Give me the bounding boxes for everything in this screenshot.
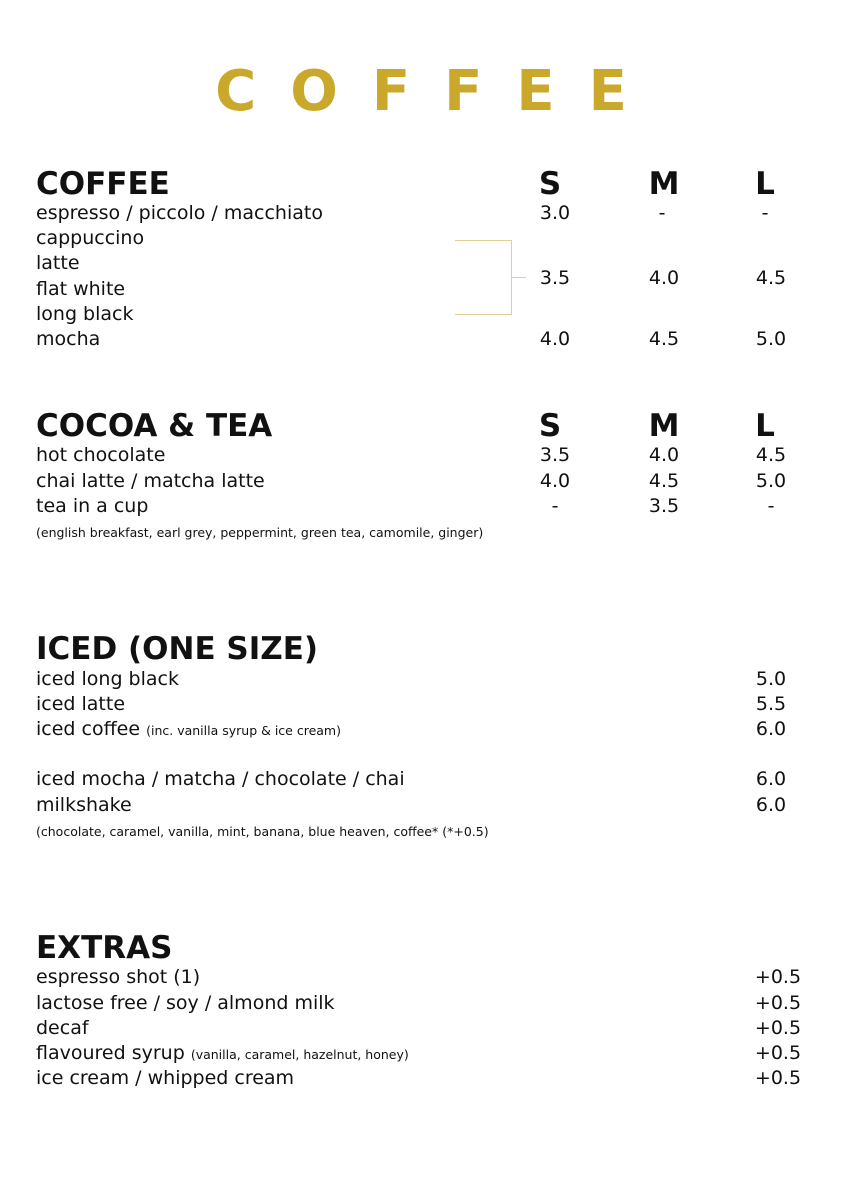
size-header-l: L (755, 166, 775, 202)
menu-item-name: mocha (36, 328, 101, 350)
price-m: 4.5 (648, 328, 680, 350)
menu-item-name: flat white (36, 278, 126, 300)
price-l: - (761, 202, 769, 224)
menu-item-name: flavoured syrup (36, 1042, 185, 1064)
menu-item-note: (inc. vanilla syrup & ice cream) (146, 723, 341, 738)
menu-item-name: iced coffee (36, 718, 141, 740)
menu-item-name: latte (36, 252, 80, 274)
size-header-s: S (538, 408, 562, 444)
tea-varieties-note: (english breakfast, earl grey, peppermint, green tea, camomile, ginger) (36, 525, 484, 540)
price-m: 4.0 (648, 444, 680, 466)
menu-item-name: espresso shot (1) (36, 966, 201, 988)
price-m: - (658, 202, 666, 224)
menu-item-name: iced latte (36, 693, 126, 715)
price: +0.5 (754, 966, 802, 988)
menu-item-name: tea in a cup (36, 495, 149, 517)
menu-item-name: cappuccino (36, 227, 145, 249)
price: 6.0 (755, 768, 787, 790)
section-heading-coffee: COFFEE (36, 166, 170, 202)
price: +0.5 (754, 992, 802, 1014)
price: +0.5 (754, 1042, 802, 1064)
group-bracket-tick (512, 277, 526, 278)
menu-item-name: lactose free / soy / almond milk (36, 992, 335, 1014)
price-m: 3.5 (648, 495, 680, 517)
size-header-m: M (648, 166, 680, 202)
menu-item-name: espresso / piccolo / macchiato (36, 202, 323, 224)
menu-item-row (36, 1041, 409, 1067)
size-header-s: S (538, 166, 562, 202)
price: +0.5 (754, 1067, 802, 1089)
menu-item-name: milkshake (36, 794, 132, 816)
price: 6.0 (755, 794, 787, 816)
price-l: - (767, 495, 775, 517)
menu-item-name: iced long black (36, 668, 179, 690)
price-s: 3.0 (539, 202, 571, 224)
price-l: 5.0 (755, 470, 787, 492)
menu-item-row (36, 717, 341, 743)
group-price-l: 4.5 (755, 267, 787, 289)
section-heading-extras: EXTRAS (36, 930, 173, 966)
price-s: 4.0 (539, 470, 571, 492)
price: 5.5 (755, 693, 787, 715)
group-price-s: 3.5 (539, 267, 571, 289)
menu-item-note: (vanilla, caramel, hazelnut, honey) (190, 1047, 409, 1062)
size-header-l: L (755, 408, 775, 444)
menu-item-name: iced mocha / matcha / chocolate / chai (36, 768, 405, 790)
price: +0.5 (754, 1017, 802, 1039)
price: 6.0 (755, 718, 787, 740)
price-s: 4.0 (539, 328, 571, 350)
size-header-m: M (648, 408, 680, 444)
menu-item-name: ice cream / whipped cream (36, 1067, 295, 1089)
menu-item-name: long black (36, 303, 134, 325)
menu-item-name: hot chocolate (36, 444, 166, 466)
menu-item-name: decaf (36, 1017, 89, 1039)
milkshake-flavours-note: (chocolate, caramel, vanilla, mint, banana, blue heaven, coffee* (*+0.5) (36, 824, 489, 839)
price-m: 4.5 (648, 470, 680, 492)
menu-item-name: chai latte / matcha latte (36, 470, 265, 492)
price-l: 4.5 (755, 444, 787, 466)
group-price-m: 4.0 (648, 267, 680, 289)
page-title: COFFEE (215, 59, 661, 124)
section-heading-cocoa-tea: COCOA & TEA (36, 408, 273, 444)
price-s: - (551, 495, 559, 517)
price-l: 5.0 (755, 328, 787, 350)
price: 5.0 (755, 668, 787, 690)
group-bracket (455, 240, 512, 315)
price-s: 3.5 (539, 444, 571, 466)
section-heading-iced: ICED (ONE SIZE) (36, 631, 319, 667)
